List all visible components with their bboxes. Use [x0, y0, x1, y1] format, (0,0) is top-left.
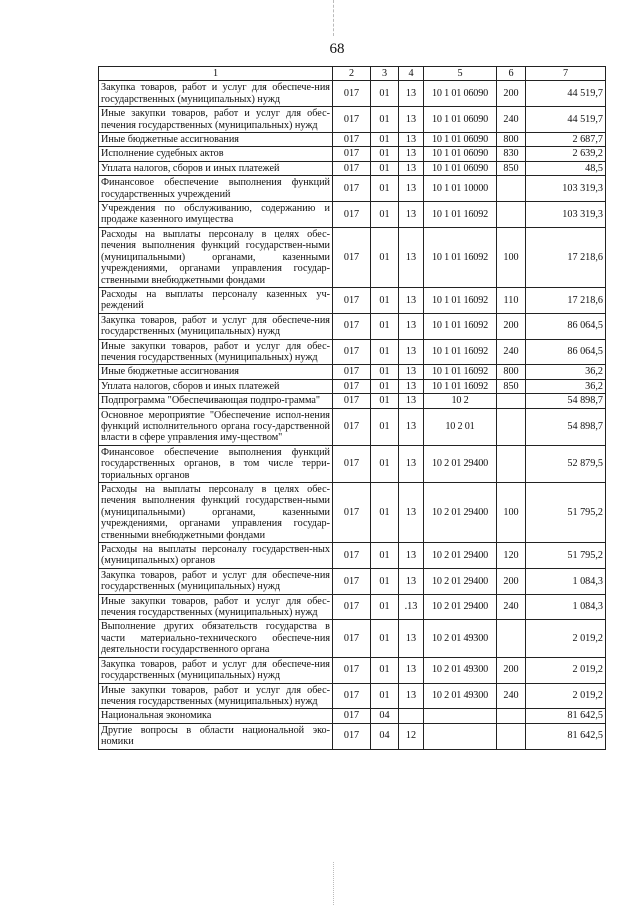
- expense-type-cell: 240: [497, 339, 526, 365]
- expense-name-cell: Исполнение судебных актов: [99, 147, 333, 161]
- table-row: [99, 657, 606, 683]
- expense-type-cell: 120: [497, 543, 526, 569]
- expense-type-cell: 800: [497, 133, 526, 147]
- expense-type-cell: [497, 408, 526, 445]
- section-code-cell: 01: [371, 161, 399, 175]
- page-number: 68: [329, 41, 345, 57]
- expense-name-cell: Учреждения по обслуживанию, содержанию и продаже казенного имущества: [99, 202, 333, 228]
- expense-type-cell: 200: [497, 81, 526, 107]
- ministry-code-cell: 017: [333, 445, 371, 482]
- expense-type-cell: [497, 176, 526, 202]
- expense-type-cell: 200: [497, 313, 526, 339]
- column-header: 5: [424, 67, 497, 81]
- expense-type-cell: [497, 709, 526, 723]
- table-row: [99, 568, 606, 594]
- target-article-cell: 10 2 01 29400: [424, 568, 497, 594]
- amount-cell: 44 519,7: [526, 81, 606, 107]
- column-header: 1: [99, 67, 333, 81]
- target-article-cell: 10 1 01 16092: [424, 365, 497, 379]
- section-code-cell: 01: [371, 683, 399, 709]
- target-article-cell: 10 1 01 16092: [424, 287, 497, 313]
- amount-cell: 51 795,2: [526, 483, 606, 543]
- section-code-cell: 04: [371, 723, 399, 749]
- target-article-cell: 10 1 01 10000: [424, 176, 497, 202]
- table-row: [99, 543, 606, 569]
- target-article-cell: 10 1 01 16092: [424, 202, 497, 228]
- expense-type-cell: [497, 620, 526, 657]
- table-row: [99, 107, 606, 133]
- section-code-cell: 01: [371, 313, 399, 339]
- expense-name-cell: Расходы на выплаты персоналу в целях обес-печения выполнения функций государствен-ными (муниципальными) органами, казенными учреждениями, органами управления государ-ственными внебюджетными фондами: [99, 227, 333, 287]
- expense-type-cell: 800: [497, 365, 526, 379]
- table-row: [99, 176, 606, 202]
- target-article-cell: 10 1 01 06090: [424, 133, 497, 147]
- section-code-cell: 01: [371, 365, 399, 379]
- column-header: 6: [497, 67, 526, 81]
- target-article-cell: 10 1 01 06090: [424, 81, 497, 107]
- amount-cell: 103 319,3: [526, 176, 606, 202]
- expense-name-cell: Финансовое обеспечение выполнения функций государственных органов, в том числе терри-ториальных органов: [99, 445, 333, 482]
- amount-cell: 1 084,3: [526, 568, 606, 594]
- ministry-code-cell: 017: [333, 147, 371, 161]
- table-header-row: [99, 67, 606, 81]
- section-code-cell: 04: [371, 709, 399, 723]
- section-code-cell: 01: [371, 594, 399, 620]
- subsection-code-cell: 13: [399, 202, 424, 228]
- subsection-code-cell: .13: [399, 594, 424, 620]
- section-code-cell: 01: [371, 133, 399, 147]
- expense-name-cell: Закупка товаров, работ и услуг для обеспече-ния государственных (муниципальных) нужд: [99, 657, 333, 683]
- expense-name-cell: Другие вопросы в области национальной эко-номики: [99, 723, 333, 749]
- table-row: [99, 161, 606, 175]
- expense-type-cell: 240: [497, 107, 526, 133]
- expense-name-cell: Расходы на выплаты персоналу казенных уч-реждений: [99, 287, 333, 313]
- section-code-cell: 01: [371, 202, 399, 228]
- expense-name-cell: Иные бюджетные ассигнования: [99, 133, 333, 147]
- table-row: [99, 408, 606, 445]
- subsection-code-cell: 13: [399, 107, 424, 133]
- target-article-cell: 10 2 01 29400: [424, 594, 497, 620]
- ministry-code-cell: 017: [333, 483, 371, 543]
- amount-cell: 2 639,2: [526, 147, 606, 161]
- section-code-cell: 01: [371, 620, 399, 657]
- target-article-cell: 10 1 01 06090: [424, 107, 497, 133]
- table-row: [99, 620, 606, 657]
- target-article-cell: 10 2 01 49300: [424, 683, 497, 709]
- target-article-cell: [424, 723, 497, 749]
- section-code-cell: 01: [371, 483, 399, 543]
- amount-cell: 103 319,3: [526, 202, 606, 228]
- amount-cell: 36,2: [526, 379, 606, 393]
- ministry-code-cell: 017: [333, 379, 371, 393]
- budget-table: [98, 66, 606, 750]
- ministry-code-cell: 017: [333, 568, 371, 594]
- subsection-code-cell: 13: [399, 543, 424, 569]
- table-row: [99, 133, 606, 147]
- amount-cell: 81 642,5: [526, 723, 606, 749]
- subsection-code-cell: 13: [399, 287, 424, 313]
- expense-name-cell: Расходы на выплаты персоналу государствен-ных (муниципальных) органов: [99, 543, 333, 569]
- expense-type-cell: [497, 723, 526, 749]
- target-article-cell: 10 2 01: [424, 408, 497, 445]
- expense-type-cell: 240: [497, 594, 526, 620]
- subsection-code-cell: 13: [399, 81, 424, 107]
- expense-name-cell: Закупка товаров, работ и услуг для обеспече-ния государственных (муниципальных) нужд: [99, 313, 333, 339]
- section-code-cell: 01: [371, 287, 399, 313]
- section-code-cell: 01: [371, 543, 399, 569]
- expense-name-cell: Иные закупки товаров, работ и услуг для обес-печения государственных (муниципальных) нужд: [99, 339, 333, 365]
- ministry-code-cell: 017: [333, 683, 371, 709]
- table-row: [99, 365, 606, 379]
- expense-name-cell: Расходы на выплаты персоналу в целях обес-печения выполнения функций государствен-ными (муниципальными) органами, казенными учреждениями, органами управления государ-ственными внебюджетными фондами: [99, 483, 333, 543]
- table-row: [99, 483, 606, 543]
- table-row: [99, 594, 606, 620]
- table-row: [99, 202, 606, 228]
- expense-type-cell: 240: [497, 683, 526, 709]
- section-code-cell: 01: [371, 107, 399, 133]
- subsection-code-cell: 13: [399, 620, 424, 657]
- amount-cell: 81 642,5: [526, 709, 606, 723]
- expense-name-cell: Финансовое обеспечение выполнения функций государственных учреждений: [99, 176, 333, 202]
- expense-name-cell: Уплата налогов, сборов и иных платежей: [99, 161, 333, 175]
- section-code-cell: 01: [371, 394, 399, 408]
- subsection-code-cell: 13: [399, 394, 424, 408]
- section-code-cell: 01: [371, 147, 399, 161]
- expense-type-cell: 850: [497, 379, 526, 393]
- target-article-cell: 10 1 01 16092: [424, 339, 497, 365]
- subsection-code-cell: 13: [399, 483, 424, 543]
- subsection-code-cell: 13: [399, 339, 424, 365]
- target-article-cell: [424, 709, 497, 723]
- subsection-code-cell: 13: [399, 147, 424, 161]
- table-row: [99, 147, 606, 161]
- expense-type-cell: 830: [497, 147, 526, 161]
- ministry-code-cell: 017: [333, 176, 371, 202]
- table-row: [99, 287, 606, 313]
- table-row: [99, 379, 606, 393]
- expense-type-cell: [497, 394, 526, 408]
- ministry-code-cell: 017: [333, 543, 371, 569]
- ministry-code-cell: 017: [333, 161, 371, 175]
- ministry-code-cell: 017: [333, 133, 371, 147]
- expense-name-cell: Подпрограмма "Обеспечивающая подпро-грамма": [99, 394, 333, 408]
- expense-type-cell: [497, 202, 526, 228]
- amount-cell: 2 687,7: [526, 133, 606, 147]
- section-code-cell: 01: [371, 657, 399, 683]
- ministry-code-cell: 017: [333, 202, 371, 228]
- target-article-cell: 10 1 01 06090: [424, 147, 497, 161]
- table-row: [99, 339, 606, 365]
- target-article-cell: 10 1 01 16092: [424, 227, 497, 287]
- ministry-code-cell: 017: [333, 723, 371, 749]
- column-header: 4: [399, 67, 424, 81]
- ministry-code-cell: 017: [333, 227, 371, 287]
- section-code-cell: 01: [371, 176, 399, 202]
- table-row: [99, 723, 606, 749]
- amount-cell: 52 879,5: [526, 445, 606, 482]
- target-article-cell: 10 2 01 29400: [424, 543, 497, 569]
- amount-cell: 44 519,7: [526, 107, 606, 133]
- amount-cell: 54 898,7: [526, 394, 606, 408]
- table-row: [99, 709, 606, 723]
- subsection-code-cell: 13: [399, 408, 424, 445]
- table-row: [99, 683, 606, 709]
- amount-cell: 86 064,5: [526, 313, 606, 339]
- subsection-code-cell: 13: [399, 313, 424, 339]
- section-code-cell: 01: [371, 568, 399, 594]
- subsection-code-cell: 13: [399, 568, 424, 594]
- ministry-code-cell: 017: [333, 287, 371, 313]
- target-article-cell: 10 1 01 06090: [424, 161, 497, 175]
- subsection-code-cell: 13: [399, 657, 424, 683]
- subsection-code-cell: 13: [399, 176, 424, 202]
- expense-name-cell: Иные бюджетные ассигнования: [99, 365, 333, 379]
- expense-type-cell: 200: [497, 657, 526, 683]
- expense-type-cell: [497, 445, 526, 482]
- target-article-cell: 10 1 01 16092: [424, 379, 497, 393]
- section-code-cell: 01: [371, 445, 399, 482]
- expense-type-cell: 200: [497, 568, 526, 594]
- ministry-code-cell: 017: [333, 657, 371, 683]
- table-row: [99, 394, 606, 408]
- amount-cell: 36,2: [526, 365, 606, 379]
- ministry-code-cell: 017: [333, 709, 371, 723]
- section-code-cell: 01: [371, 81, 399, 107]
- expense-name-cell: Основное мероприятие "Обеспечение испол-нения функций исполнительного органа госу-дарственной власти в сфере управления иму-ществом": [99, 408, 333, 445]
- target-article-cell: 10 2 01 29400: [424, 445, 497, 482]
- amount-cell: 17 218,6: [526, 227, 606, 287]
- amount-cell: 54 898,7: [526, 408, 606, 445]
- amount-cell: 2 019,2: [526, 683, 606, 709]
- section-code-cell: 01: [371, 379, 399, 393]
- amount-cell: 17 218,6: [526, 287, 606, 313]
- section-code-cell: 01: [371, 408, 399, 445]
- target-article-cell: 10 2 01 49300: [424, 620, 497, 657]
- expense-type-cell: 110: [497, 287, 526, 313]
- ministry-code-cell: 017: [333, 107, 371, 133]
- amount-cell: 1 084,3: [526, 594, 606, 620]
- expense-type-cell: 100: [497, 227, 526, 287]
- ministry-code-cell: 017: [333, 81, 371, 107]
- section-code-cell: 01: [371, 339, 399, 365]
- amount-cell: 48,5: [526, 161, 606, 175]
- ministry-code-cell: 017: [333, 594, 371, 620]
- amount-cell: 86 064,5: [526, 339, 606, 365]
- subsection-code-cell: 12: [399, 723, 424, 749]
- ministry-code-cell: 017: [333, 394, 371, 408]
- ministry-code-cell: 017: [333, 365, 371, 379]
- expense-name-cell: Иные закупки товаров, работ и услуг для обес-печения государственных (муниципальных) нужд: [99, 107, 333, 133]
- subsection-code-cell: 13: [399, 133, 424, 147]
- subsection-code-cell: 13: [399, 227, 424, 287]
- target-article-cell: 10 2 01 49300: [424, 657, 497, 683]
- expense-name-cell: Национальная экономика: [99, 709, 333, 723]
- expense-type-cell: 850: [497, 161, 526, 175]
- column-header: 2: [333, 67, 371, 81]
- target-article-cell: 10 1 01 16092: [424, 313, 497, 339]
- subsection-code-cell: 13: [399, 379, 424, 393]
- expense-type-cell: 100: [497, 483, 526, 543]
- section-code-cell: 01: [371, 227, 399, 287]
- expense-name-cell: Иные закупки товаров, работ и услуг для обес-печения государственных (муниципальных) нужд: [99, 594, 333, 620]
- amount-cell: 51 795,2: [526, 543, 606, 569]
- amount-cell: 2 019,2: [526, 657, 606, 683]
- column-header: 7: [526, 67, 606, 81]
- subsection-code-cell: 13: [399, 683, 424, 709]
- subsection-code-cell: [399, 709, 424, 723]
- expense-name-cell: Закупка товаров, работ и услуг для обеспече-ния государственных (муниципальных) нужд: [99, 81, 333, 107]
- expense-name-cell: Закупка товаров, работ и услуг для обеспече-ния государственных (муниципальных) нужд: [99, 568, 333, 594]
- target-article-cell: 10 2 01 29400: [424, 483, 497, 543]
- scan-fold-line-top: [333, 0, 334, 36]
- expense-name-cell: Уплата налогов, сборов и иных платежей: [99, 379, 333, 393]
- expense-name-cell: Иные закупки товаров, работ и услуг для обес-печения государственных (муниципальных) нужд: [99, 683, 333, 709]
- column-header: 3: [371, 67, 399, 81]
- table-row: [99, 313, 606, 339]
- ministry-code-cell: 017: [333, 313, 371, 339]
- table-row: [99, 445, 606, 482]
- subsection-code-cell: 13: [399, 161, 424, 175]
- ministry-code-cell: 017: [333, 620, 371, 657]
- subsection-code-cell: 13: [399, 445, 424, 482]
- ministry-code-cell: 017: [333, 339, 371, 365]
- ministry-code-cell: 017: [333, 408, 371, 445]
- scan-fold-line-bottom: [333, 862, 334, 905]
- expense-name-cell: Выполнение других обязательств государства в части материально-технического обеспече-ния деятельности государственного органа: [99, 620, 333, 657]
- target-article-cell: 10 2: [424, 394, 497, 408]
- subsection-code-cell: 13: [399, 365, 424, 379]
- table-row: [99, 227, 606, 287]
- table-row: [99, 81, 606, 107]
- amount-cell: 2 019,2: [526, 620, 606, 657]
